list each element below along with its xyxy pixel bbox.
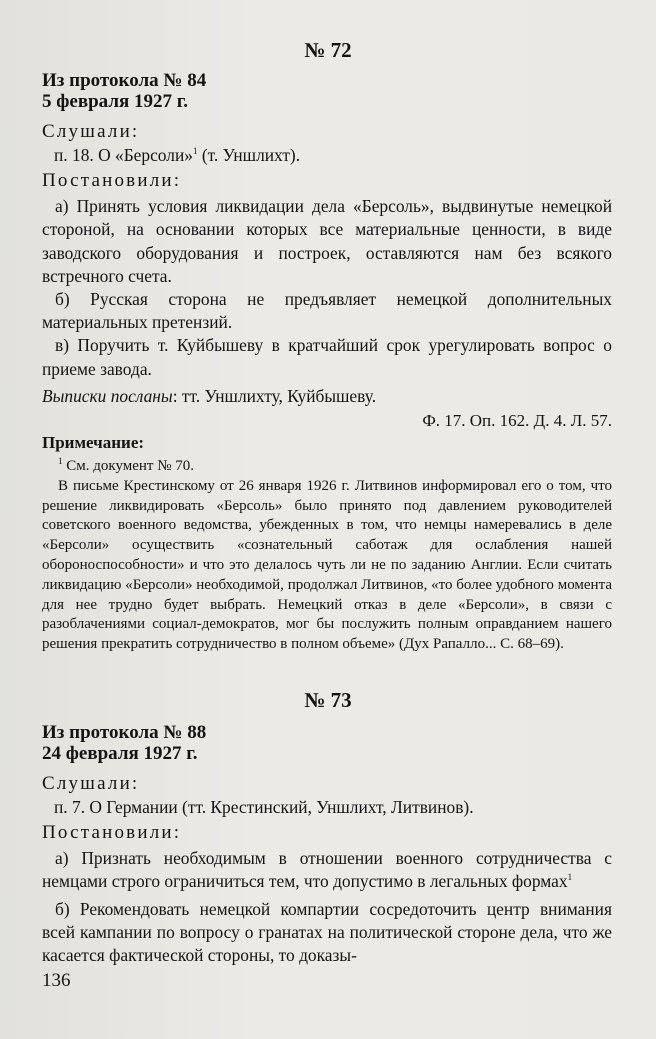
note-body: В письме Крестинскому от 26 января 1926 г. Литвинов информировал его о том, что решение ликвидировать «Берсоль» было принято под давлением руководителей советского военного ведомства, убежденных в том, что немцы намеревались в деле «Берсоли» осуществить «сознательный саботаж для ослабления нашей обороноспособности» и что это делалось чуть ли не по заданию Англии. Если считать ликвидацию «Берсоли» необходимой, продолжал Литвинов, «то более удобного момента для нее трудно будет выбрать. Немецкий отказ в деле «Берсоли», в связи с разоблачениями социал-демократов, мог бы послужить полным оправданием нашего решения прекратить сотрудничество в полном объеме» (Дух Рапалло... С. 68–69). — [42, 477, 612, 653]
page-number: 136 — [42, 970, 71, 991]
excerpts-line: Выписки посланы: тт. Уншлихту, Куйбышеву. — [42, 385, 377, 406]
document-72 — [42, 70, 612, 655]
heard-item: п. 18. О «Берсоли»$^1$ (т. Уншлихт). — [54, 145, 301, 165]
decision-b: б) Русская сторона не предъявляет немецкой дополнительных материальных претензий. — [42, 289, 612, 333]
decision-b: б) Рекомендовать немецкой компартии сосредоточить центр внимания всей кампании по вопросу о гранатах на политической стороне дела, что же касается фактической стороны, то доказы- — [42, 898, 612, 966]
footnote-1: $^1$ См. документ № 70. — [58, 456, 195, 475]
decision-c: в) Поручить т. Куйбышеву в кратчайший срок урегулировать вопрос о приеме завода. — [42, 335, 612, 379]
heard-label: Слушали: — [42, 121, 140, 142]
protocol-title: Из протокола № 84 — [42, 70, 207, 91]
heard-label: Слушали: — [42, 773, 140, 794]
decided-label: Постановили: — [42, 170, 182, 192]
decision-a: а) Принять условия ликвидации дела «Берсоль», выдвинутые немецкой стороной, на основании которых все материальные ценности, в виде заводского оборудования и построек, оставляются нам без всякого встречного счета. — [42, 196, 612, 286]
document-number-73: № 73 — [304, 688, 352, 712]
protocol-title: Из протокола № 88 — [42, 722, 207, 743]
document-73 — [42, 722, 612, 967]
protocol-date: 5 февраля 1927 г. — [42, 91, 188, 112]
decided-label: Постановили: — [42, 822, 182, 844]
decision-a: а) Признать необходимым в отношении военного сотрудничества с немцами строго ограничиться тем, что допустимо в легальных формах$^1$ — [42, 848, 612, 892]
protocol-date: 24 февраля 1927 г. — [42, 743, 198, 764]
archive-reference: Ф. 17. Оп. 162. Д. 4. Л. 57. — [422, 411, 612, 431]
note-heading: Примечание: — [42, 433, 145, 453]
heard-item: п. 7. О Германии (тт. Крестинский, Уншлихт, Литвинов). — [54, 797, 474, 817]
document-number-72: № 72 — [304, 38, 352, 62]
